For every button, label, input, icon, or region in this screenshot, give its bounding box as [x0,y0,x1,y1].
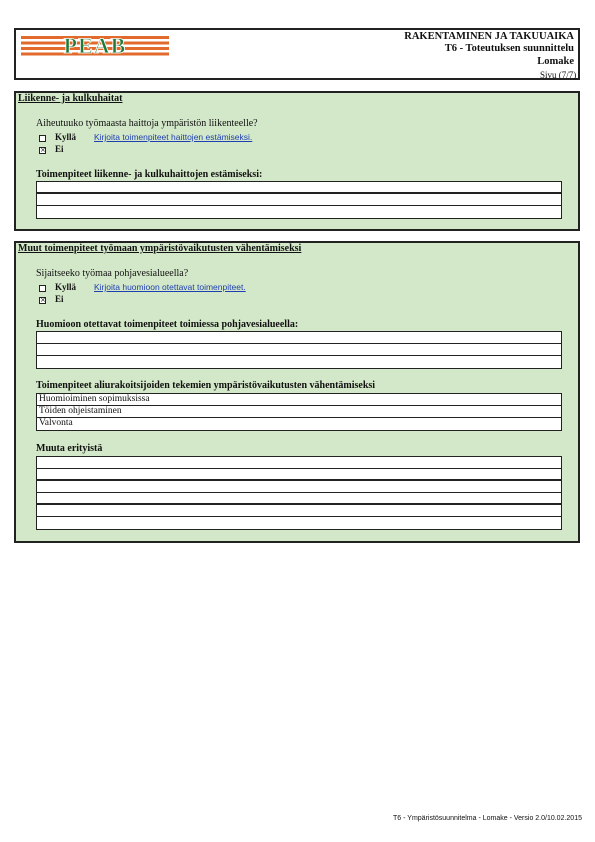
other-field[interactable] [36,456,562,530]
subcontractor-measures-field[interactable] [36,393,562,431]
field-row[interactable] [37,344,561,356]
section-traffic [14,91,580,231]
checkbox-traffic-no[interactable]: × [40,146,46,154]
svg-text:PEAB: PEAB [63,34,127,56]
subcontractor-row-supervision[interactable]: Valvonta [39,418,73,428]
field-row[interactable] [37,505,561,517]
document-title: RAKENTAMINEN JA TAKUUAIKA [404,31,574,42]
label-traffic-yes: Kyllä [55,132,77,142]
field-label-traffic: Toimenpiteet liikenne- ja kulkuhaittojen estämiseksi: [36,169,263,180]
section-environment [14,241,580,543]
field-row[interactable] [37,182,561,194]
subcontractor-row-contracts[interactable]: Huomioiminen sopimuksissa [37,394,561,406]
traffic-measures-field[interactable] [36,181,562,219]
document-header [14,28,580,80]
label-groundwater-yes: Kyllä [55,282,77,292]
question-traffic: Aiheutuuko työmaasta haittoja ympäristön liikenteelle? [36,118,258,129]
field-row[interactable] [37,332,561,344]
section-title-environment: Muut toimenpiteet työmaan ympäristövaikutusten vähentämiseksi [18,243,302,254]
field-row[interactable] [37,457,561,469]
form-type: Lomake [537,56,574,67]
groundwater-measures-field[interactable] [36,331,562,369]
footer-version: T6 - Ympäristösuunnitelma - Lomake - Versio 2.0/10.02.2015 [393,815,582,822]
checkbox-traffic-yes[interactable] [39,135,46,142]
field-row[interactable] [37,469,561,481]
question-groundwater: Sijaitseeko työmaa pohjavesialueella? [36,268,189,279]
field-row[interactable] [37,481,561,493]
field-label-other: Muuta erityistä [36,443,103,454]
checkbox-groundwater-no[interactable]: × [40,296,46,304]
document-subtitle: T6 - Toteutuksen suunnittelu [444,43,574,54]
peab-logo [21,34,169,56]
link-traffic-hint[interactable]: Kirjoita toimenpiteet haittojen estämiseksi. [94,132,253,142]
subcontractor-row-instructions[interactable]: Töiden ohjeistaminen [37,406,561,418]
label-groundwater-no: Ei [55,294,64,304]
field-label-subcontractor: Toimenpiteet aliurakoitsijoiden tekemien ympäristövaikutusten vähentämiseksi [36,380,376,391]
section-title-traffic: Liikenne- ja kulkuhaitat [18,93,123,104]
field-row[interactable] [37,517,561,529]
field-row[interactable] [37,356,561,368]
field-row[interactable] [37,194,561,206]
field-label-groundwater: Huomioon otettavat toimenpiteet toimiessa pohjavesialueella: [36,319,299,330]
checkbox-groundwater-yes[interactable] [39,285,46,292]
field-row[interactable] [37,206,561,218]
link-groundwater-hint[interactable]: Kirjoita huomioon otettavat toimenpiteet. [94,282,246,292]
page-number: Sivu (7/7) [540,70,577,80]
field-row[interactable] [37,493,561,505]
label-traffic-no: Ei [55,144,64,154]
